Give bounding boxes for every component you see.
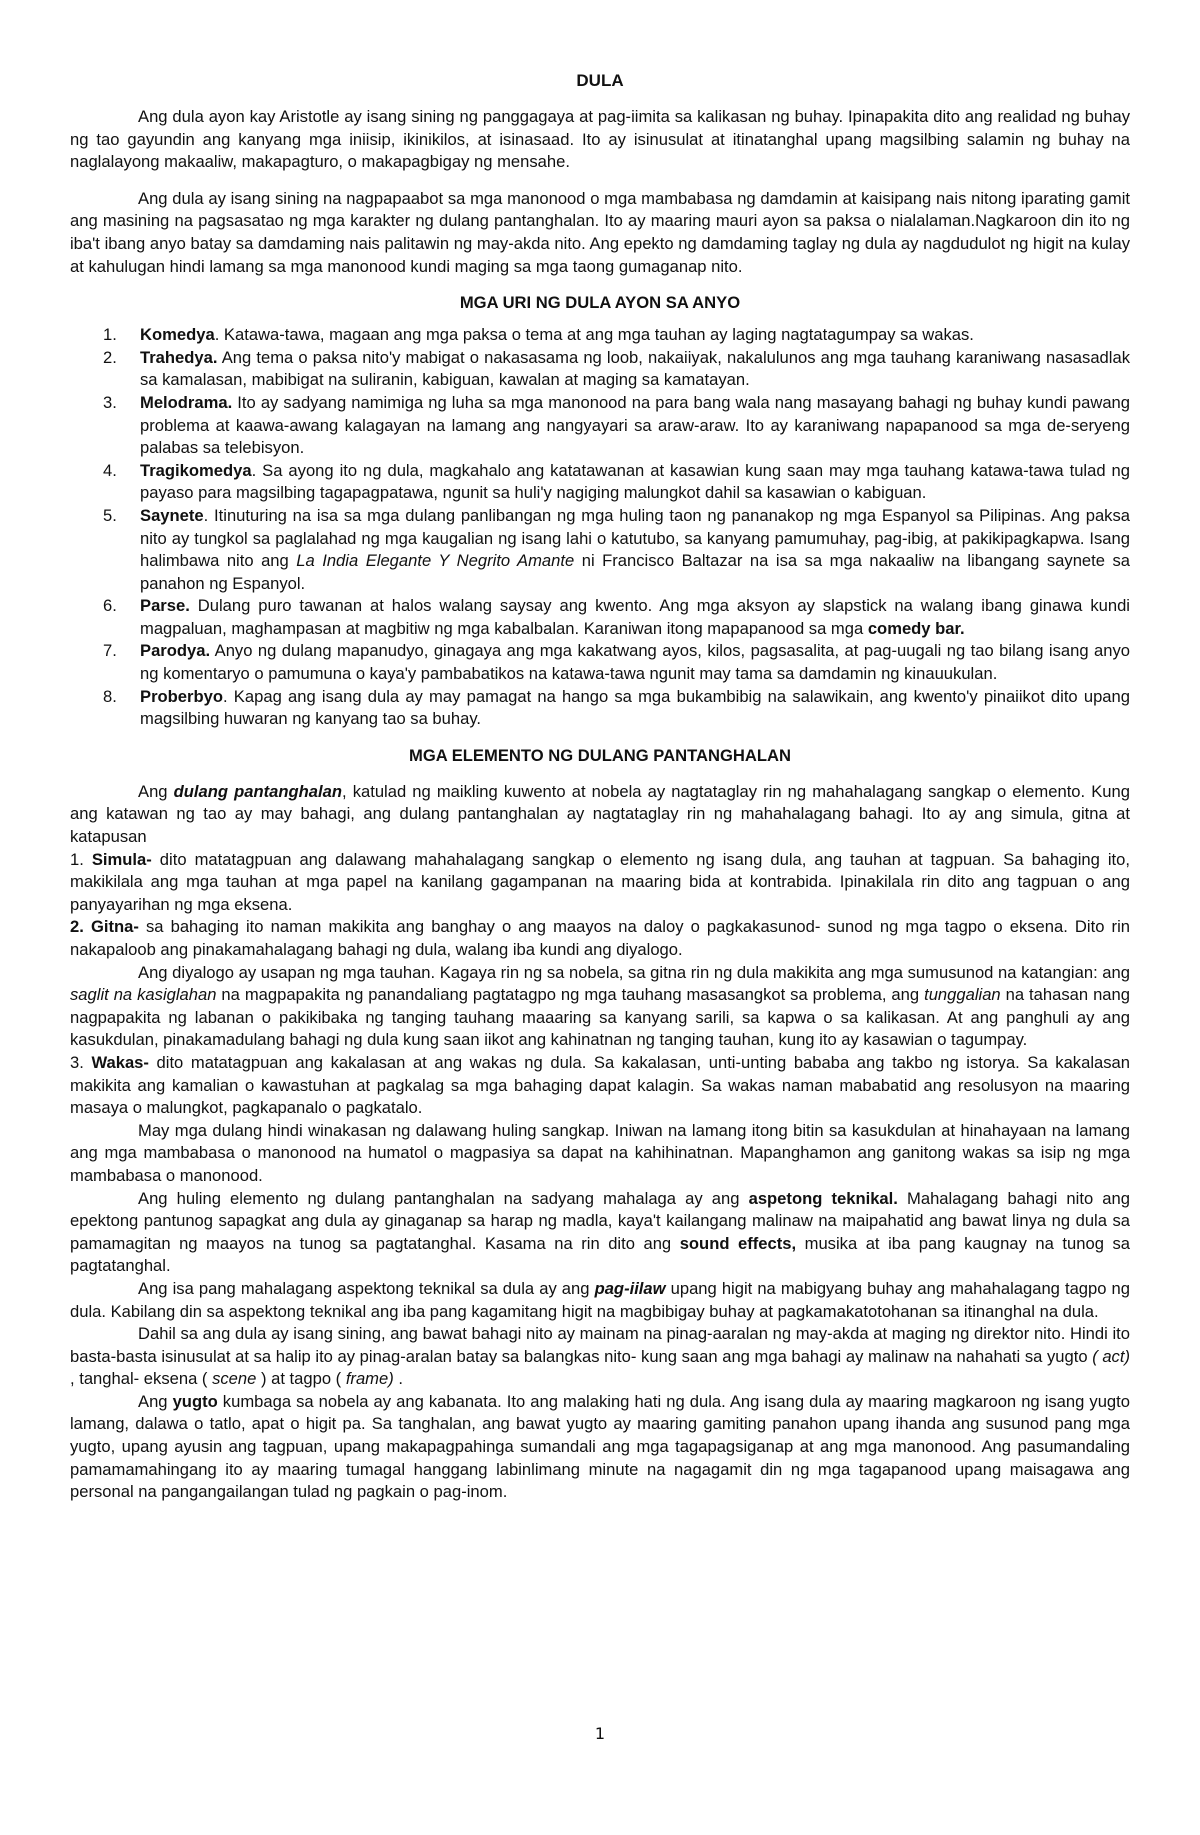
work-title: La India Elegante Y Negrito Amante <box>296 551 575 571</box>
diyalogo-paragraph: Ang diyalogo ay usapan ng mga tauhan. Kagaya rin ng sa nobela, sa gitna rin ng dula makikita ang mga sumusunod na katangian: ang saglit na kasiglahan na magpapakita ng panandaliang pagtatagpo ng mga tauhang masasangkot sa problema, ang tunggalian na tahasan nang nagpapakita ng labanan o pakikibaka ng tanging tauhang maaaring sa kanyang sarili, sa kapwa o sa kalikasan. At ang panghuli ay ang kasukdulan, pinakamadulang bahagi ng dula kung saan iikot ang kahinatnan ng tanging tauhan, kung ito ay kasawian o tagumpay. <box>70 962 1130 1050</box>
document-page <box>70 70 1130 1504</box>
simula-paragraph: 1. Simula- dito matatagpuan ang dalawang mahahalagang sangkap o elemento ng isang dula, ang tauhan at tagpuan. Sa bahaging ito, makikilala ang mga tauhan at mga papel na kanilang gagampanan na maaring bida at kontrabida. Ipinakilala rin dito ang tagpuan o ang panyayarihan ng mga eksena. <box>70 849 1130 914</box>
list-item: 7. Parodya. Anyo ng dulang mapanudyo, ginagaya ang mga kakatwang ayos, kilos, pagsasalita, at pag-uugali ng tao bilang isang anyo ng komentaryo o pamumuna o kaya'y pambabatikos na katawa-tawa ngunit may tama sa damdamin ng kinauukulan. <box>103 641 1130 684</box>
list-item: 4. Tragikomedya. Sa ayong ito ng dula, magkahalo ang katatawanan at kasawian kung saan may mga tauhang katawa-tawa tulad ng payaso para magsilbing tagapagpatawa, ngunit sa huli'y nagiging malungkot dahil sa kasawian o kabiguan. <box>103 460 1130 503</box>
elements-intro-paragraph: Ang dulang pantanghalan, katulad ng maikling kuwento at nobela ay nagtataglay rin ng mahahalagang sangkap o elemento. Kung ang katawan ng tao ay may bahagi, ang dulang pantanghalan ay nagtataglay rin ng mahahalagang bahagi. Ito ay ang simula, gitna at katapusan <box>70 781 1130 847</box>
gitna-paragraph: 2. Gitna- sa bahaging ito naman makikita ang banghay o ang maayos na daloy o pagkakasunod- sunod ng mga tagpo o eksena. Dito rin nakapaloob ang pinakamahalagang bahagi ng dula, walang iba kundi ang diyalogo. <box>70 917 1130 959</box>
aspetong-teknikal-paragraph: Ang huling elemento ng dulang pantanghalan na sadyang mahalaga ay ang aspetong teknikal. Mahalagang bahagi nito ang epektong pantunog sapagkat ang dula ay ginaganap sa harap ng madla, kaya't kailangang malinaw na maipahatid ang bawat linya ng dula sa pamamagitan ng maayos na tunog sa pagtatanghal. Kasama na rin dito ang sound effects, musika at iba pang kaugnay na tunog sa pagtatanghal. <box>70 1188 1130 1276</box>
list-item: 8. Proberbyo. Kapag ang isang dula ay may pamagat na hango sa mga bukambibig na salawikain, ang kwento'y pinaiikot dito upang magsilbing huwaran ng kanyang tao sa buhay. <box>103 686 1130 729</box>
pag-iilaw-paragraph: Ang isa pang mahalagang aspektong teknikal sa dula ay ang pag-iilaw upang higit na mabigyang buhay ang mahahalagang tagpo ng dula. Kabilang din sa aspektong teknikal ang iba pang kagamitang higit na magbibigay buhay at pagkamakatotohanan sa itinanghal na dula. <box>70 1278 1131 1321</box>
elements-heading: MGA ELEMENTO NG DULANG PANTANGHALAN <box>409 745 791 765</box>
list-item: 2. Trahedya. Ang tema o paksa nito'y mabigat o nakasasama ng loob, nakaiiyak, nakalulunos ang mga tauhang karaniwang nasasadlak sa kamalasan, mabibigat na suliranin, kabiguan, kawalan at maging sa kamatayan. <box>103 347 1130 390</box>
sining-paragraph: Dahil sa ang dula ay isang sining, ang bawat bahagi nito ay mainam na pinag-aaralan ng may-akda at maging ng direktor nito. Hindi ito basta-basta isinusulat at sa halip ito ay pinag-aralan batay sa balangkas nito- kung saan ang mga bahagi ay malinaw na nahahati sa yugto ( act) , tanghal- eksena ( scene ) at tagpo ( frame) . <box>70 1324 1130 1389</box>
intro-paragraph-1: Ang dula ayon kay Aristotle ay isang sining ng panggagaya at pag-iimita sa kalikasan ng buhay. Ipinapakita dito ang realidad ng buhay ng tao gayundin ang kanyang mga iniisip, ikinikilos, at isinasaad. Ito ay isinusulat at itinatanghal upang magsilbing salamin ng buhay na naglalayong makaaliw, makapagturo, o makapagbigay ng mensahe. <box>70 107 1130 172</box>
intro-paragraph-2: Ang dula ay isang sining na nagpapaabot sa mga manonood o mga mambabasa ng damdamin at kaisipang nais nitong iparating gamit ang masining na pagsasatao ng mga karakter ng dulang pantanghalan. Ito ay maaring mauri ayon sa paksa o nialalaman.Nagkaroon din ito ng iba't ibang anyo batay sa damdaming nais palitawin ng may-akda nito. Ang epekto ng damdaming taglay ng dula ay nagdudulot ng higit na kulay at kahulugan hindi lamang sa mga manonood kundi maging sa mga taong gumaganap nito. <box>70 188 1130 276</box>
list-item: 6. Parse. Dulang puro tawanan at halos walang saysay ang kwento. Ang mga aksyon ay slapstick na walang ibang ginawa kundi magpaluan, maghampasan at magbitiw ng mga kabalbalan. Karaniwan itong mapapanood sa mga comedy bar. <box>103 596 1130 638</box>
type-term: Tragikomedya <box>140 460 252 480</box>
type-term: Parse. <box>140 596 190 616</box>
types-heading: MGA URI NG DULA AYON SA ANYO <box>459 293 741 313</box>
page-number: 1 <box>594 1724 606 1743</box>
hindi-winakasan-paragraph: May mga dulang hindi winakasan ng dalawang huling sangkap. Iniwan na lamang itong bitin sa kasukdulan at hinahayaan na lamang ang mga mambabasa o manonood na humatol o magpasiya sa dapat na kahihinatnan. Mapanghamon ang ganitong wakas sa isip ng mga mambabasa o manonood. <box>70 1120 1130 1185</box>
yugto-paragraph: Ang yugto kumbaga sa nobela ay ang kabanata. Ito ang malaking hati ng dula. Ang isang dula ay maaring magkaroon ng isang yugto lamang, dalawa o tatlo, apat o higit pa. Sa tanghalan, ang bawat yugto ay maaring gamiting panahon upang ihanda ang susunod pang mga yugto, upang ayusin ang tagpuan, upang makapagpahinga sumandali ang mga tagapagsiganap at ang mga manonood. Ang pasumandaling pamamamahingang ito ay maaring tumagal hanggang labinlimang minute na nagagamit din ng mga tagapanood upang maisagawa ang personal na pangangailangan tulad ng pagkain o pag-inom. <box>70 1391 1130 1502</box>
list-item: 5. Saynete. Itinuturing na isa sa mga dulang panlibangan ng mga huling taon ng pananakop ng mga Espanyol sa Pilipinas. Ang paksa nito ay tungkol sa paglalahad ng mga kaugalian ng isang lahi o katutubo, sa kanyang pamumuhay, pag-ibig, at pakikipagkapwa. Isang halimbawa nito ang La India Elegante Y Negrito Amante ni Francisco Baltazar na isa sa mga nakaaliw na libangang saynete sa panahon ng Espanyol. <box>103 505 1131 593</box>
type-term: Saynete <box>140 505 204 525</box>
list-item: 3. Melodrama. Ito ay sadyang namimiga ng luha sa mga manonood na para bang wala nang masayang bahagi ng buhay kundi pawang problema at kaawa-awang kalagayan na lamang ang nangyayari sa araw-araw. Ito ay karaniwang napapanood sa mga de-seryeng palabas sa telebisyon. <box>103 392 1130 458</box>
type-term: Melodrama. <box>140 392 233 412</box>
document-title: DULA <box>576 71 624 90</box>
type-term: Parodya. <box>140 641 211 661</box>
list-item: 1. Komedya. Katawa-tawa, magaan ang mga paksa o tema at ang mga tauhan ay laging nagtatagumpay sa wakas. <box>103 325 974 345</box>
wakas-paragraph: 3. Wakas- dito matatagpuan ang kakalasan at ang wakas ng dula. Sa kakalasan, unti-unting bababa ang takbo ng istorya. Sa kakalasan makikita ang kamalian o kawastuhan at pagkalag sa mga bahaging dapat kalagin. Sa wakas naman mababatid ang resolusyon na maaring masaya o malungkot, pagkapanalo o pagkatalo. <box>70 1052 1130 1118</box>
type-term: Proberbyo <box>140 686 223 706</box>
type-term: Komedya <box>140 325 215 345</box>
types-list <box>70 324 1130 731</box>
type-term: Trahedya. <box>140 347 218 367</box>
